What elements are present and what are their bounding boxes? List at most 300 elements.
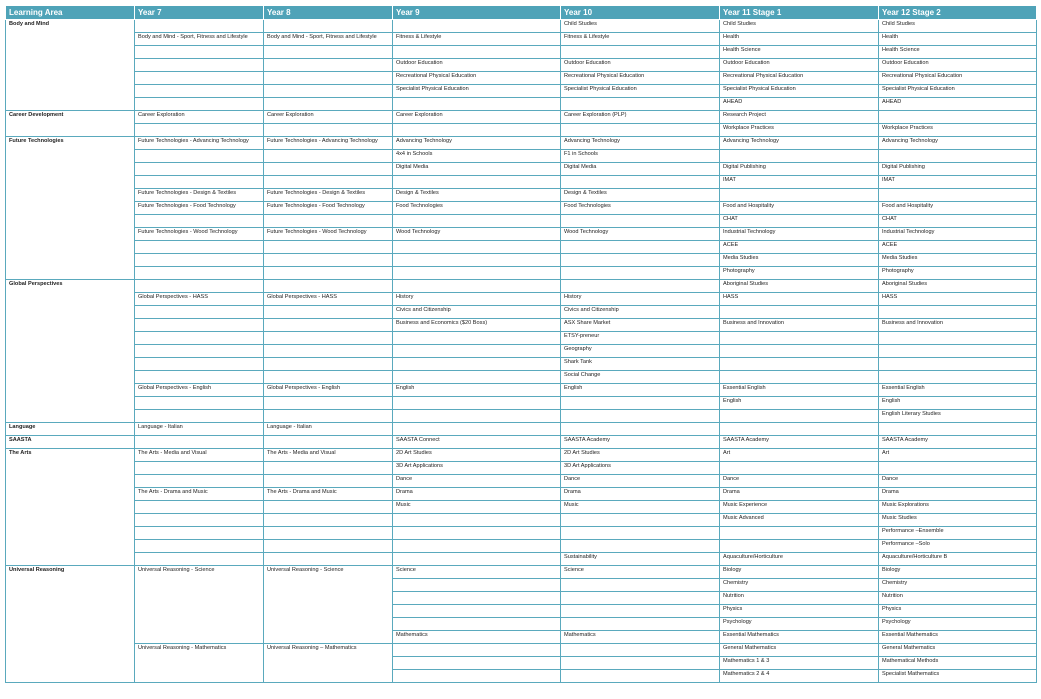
year12-cell bbox=[879, 306, 1037, 319]
learning-area-cell: Global Perspectives bbox=[6, 280, 135, 423]
year8-cell bbox=[264, 280, 393, 293]
year11-cell: Nutrition bbox=[720, 592, 879, 605]
table-row bbox=[6, 566, 1037, 579]
year8-cell bbox=[264, 410, 393, 423]
year7-cell: Universal Reasoning - Mathematics bbox=[135, 644, 264, 683]
year9-cell bbox=[393, 215, 561, 228]
year11-cell: Mathematics 1 & 3 bbox=[720, 657, 879, 670]
year11-cell: Industrial Technology bbox=[720, 228, 879, 241]
year9-cell bbox=[393, 241, 561, 254]
year12-cell: ACEE bbox=[879, 241, 1037, 254]
year12-cell: Workplace Practices bbox=[879, 124, 1037, 137]
year7-cell bbox=[135, 462, 264, 475]
year9-cell: 4x4 in Schools bbox=[393, 150, 561, 163]
table-row bbox=[6, 397, 1037, 410]
year9-cell: Fitness & Lifestyle bbox=[393, 33, 561, 46]
table-row bbox=[6, 124, 1037, 137]
year7-cell bbox=[135, 59, 264, 72]
year11-cell: Art bbox=[720, 449, 879, 462]
year8-cell bbox=[264, 59, 393, 72]
year12-cell bbox=[879, 111, 1037, 124]
year11-cell bbox=[720, 540, 879, 553]
table-row bbox=[6, 176, 1037, 189]
year9-cell: Civics and Citizenship bbox=[393, 306, 561, 319]
table-row bbox=[6, 111, 1037, 124]
year12-cell: Business and Innovation bbox=[879, 319, 1037, 332]
year10-cell bbox=[561, 618, 720, 631]
year10-cell bbox=[561, 540, 720, 553]
year7-cell bbox=[135, 540, 264, 553]
year9-cell: Mathematics bbox=[393, 631, 561, 644]
table-row bbox=[6, 501, 1037, 514]
year12-cell: Outdoor Education bbox=[879, 59, 1037, 72]
year8-cell bbox=[264, 332, 393, 345]
year9-cell: 2D Art Studies bbox=[393, 449, 561, 462]
year7-cell bbox=[135, 215, 264, 228]
year9-cell bbox=[393, 527, 561, 540]
year7-cell: Future Technologies - Advancing Technology bbox=[135, 137, 264, 150]
year10-cell bbox=[561, 579, 720, 592]
year9-cell bbox=[393, 332, 561, 345]
year9-cell bbox=[393, 605, 561, 618]
year9-cell: Music bbox=[393, 501, 561, 514]
year10-cell: Music bbox=[561, 501, 720, 514]
year11-cell: Health bbox=[720, 33, 879, 46]
year8-cell: Universal Reasoning – Mathematics bbox=[264, 644, 393, 683]
year12-cell bbox=[879, 371, 1037, 384]
year11-cell: IMAT bbox=[720, 176, 879, 189]
year8-cell bbox=[264, 306, 393, 319]
year12-cell: Aboriginal Studies bbox=[879, 280, 1037, 293]
year10-cell bbox=[561, 657, 720, 670]
year11-cell bbox=[720, 371, 879, 384]
year11-cell: Digital Publishing bbox=[720, 163, 879, 176]
year9-cell bbox=[393, 345, 561, 358]
year8-cell: Future Technologies - Design & Textiles bbox=[264, 189, 393, 202]
table-row bbox=[6, 163, 1037, 176]
table-row bbox=[6, 46, 1037, 59]
year10-cell: F1 in Schools bbox=[561, 150, 720, 163]
table-row bbox=[6, 98, 1037, 111]
year10-cell bbox=[561, 527, 720, 540]
year11-cell: Psychology bbox=[720, 618, 879, 631]
year12-cell: Health bbox=[879, 33, 1037, 46]
year8-cell: Language - Italian bbox=[264, 423, 393, 436]
year9-cell bbox=[393, 20, 561, 33]
year10-cell bbox=[561, 98, 720, 111]
year9-cell bbox=[393, 618, 561, 631]
year9-cell: Specialist Physical Education bbox=[393, 85, 561, 98]
year11-cell: CHAT bbox=[720, 215, 879, 228]
year7-cell bbox=[135, 358, 264, 371]
year8-cell bbox=[264, 98, 393, 111]
year12-cell: Biology bbox=[879, 566, 1037, 579]
year8-cell bbox=[264, 540, 393, 553]
curriculum-table-container bbox=[5, 5, 1036, 683]
year10-cell: Recreational Physical Education bbox=[561, 72, 720, 85]
table-row bbox=[6, 462, 1037, 475]
table-row bbox=[6, 436, 1037, 449]
year11-cell: Advancing Technology bbox=[720, 137, 879, 150]
year8-cell: The Arts - Media and Visual bbox=[264, 449, 393, 462]
year9-cell: 3D Art Applications bbox=[393, 462, 561, 475]
table-row bbox=[6, 527, 1037, 540]
year10-cell: Mathematics bbox=[561, 631, 720, 644]
year12-cell: Food and Hospitality bbox=[879, 202, 1037, 215]
year11-cell: Drama bbox=[720, 488, 879, 501]
year8-cell: Future Technologies - Wood Technology bbox=[264, 228, 393, 241]
learning-area-cell: The Arts bbox=[6, 449, 135, 566]
year12-cell: Advancing Technology bbox=[879, 137, 1037, 150]
year8-cell: Global Perspectives - HASS bbox=[264, 293, 393, 306]
year9-cell: Career Exploration bbox=[393, 111, 561, 124]
year12-cell: Chemistry bbox=[879, 579, 1037, 592]
year10-cell: Civics and Citizenship bbox=[561, 306, 720, 319]
year9-cell: History bbox=[393, 293, 561, 306]
year9-cell bbox=[393, 124, 561, 137]
table-row bbox=[6, 137, 1037, 150]
year12-cell: Digital Publishing bbox=[879, 163, 1037, 176]
year12-cell bbox=[879, 462, 1037, 475]
year10-cell bbox=[561, 46, 720, 59]
year12-cell: Specialist Mathematics bbox=[879, 670, 1037, 683]
year8-cell: Global Perspectives - English bbox=[264, 384, 393, 397]
year8-cell bbox=[264, 319, 393, 332]
year11-cell: Recreational Physical Education bbox=[720, 72, 879, 85]
year11-cell: Essential Mathematics bbox=[720, 631, 879, 644]
year11-cell bbox=[720, 189, 879, 202]
table-row bbox=[6, 332, 1037, 345]
year12-cell: Essential English bbox=[879, 384, 1037, 397]
year11-cell: Research Project bbox=[720, 111, 879, 124]
year8-cell: Universal Reasoning - Science bbox=[264, 566, 393, 644]
year9-cell bbox=[393, 254, 561, 267]
year11-cell: Biology bbox=[720, 566, 879, 579]
year12-cell: Drama bbox=[879, 488, 1037, 501]
year8-cell: Career Exploration bbox=[264, 111, 393, 124]
table-row bbox=[6, 345, 1037, 358]
table-row bbox=[6, 384, 1037, 397]
year7-cell: Career Exploration bbox=[135, 111, 264, 124]
year11-cell bbox=[720, 410, 879, 423]
year12-cell: English bbox=[879, 397, 1037, 410]
year11-cell: ACEE bbox=[720, 241, 879, 254]
year8-cell bbox=[264, 397, 393, 410]
table-row bbox=[6, 85, 1037, 98]
table-row bbox=[6, 475, 1037, 488]
year11-cell bbox=[720, 462, 879, 475]
year12-cell: Physics bbox=[879, 605, 1037, 618]
year10-cell: 3D Art Applications bbox=[561, 462, 720, 475]
year10-cell: Dance bbox=[561, 475, 720, 488]
year12-cell bbox=[879, 345, 1037, 358]
year10-cell: Design & Textiles bbox=[561, 189, 720, 202]
year12-cell bbox=[879, 150, 1037, 163]
year7-cell bbox=[135, 267, 264, 280]
table-row bbox=[6, 371, 1037, 384]
year10-cell bbox=[561, 670, 720, 683]
year10-cell bbox=[561, 215, 720, 228]
year7-cell: Future Technologies - Food Technology bbox=[135, 202, 264, 215]
year10-cell: Advancing Technology bbox=[561, 137, 720, 150]
year7-cell bbox=[135, 241, 264, 254]
table-row bbox=[6, 540, 1037, 553]
year10-cell bbox=[561, 397, 720, 410]
year11-cell: HASS bbox=[720, 293, 879, 306]
year12-cell: Photography bbox=[879, 267, 1037, 280]
year9-cell bbox=[393, 670, 561, 683]
table-row bbox=[6, 215, 1037, 228]
year7-cell bbox=[135, 150, 264, 163]
year7-cell bbox=[135, 163, 264, 176]
year7-cell: The Arts - Media and Visual bbox=[135, 449, 264, 462]
learning-area-cell: Future Technologies bbox=[6, 137, 135, 280]
year8-cell bbox=[264, 72, 393, 85]
year9-cell bbox=[393, 579, 561, 592]
year8-cell bbox=[264, 345, 393, 358]
table-row bbox=[6, 514, 1037, 527]
year9-cell bbox=[393, 644, 561, 657]
year12-cell: Mathematical Methods bbox=[879, 657, 1037, 670]
year8-cell bbox=[264, 267, 393, 280]
year7-cell bbox=[135, 397, 264, 410]
year11-cell bbox=[720, 306, 879, 319]
year7-cell bbox=[135, 319, 264, 332]
year10-cell: English bbox=[561, 384, 720, 397]
year9-cell bbox=[393, 423, 561, 436]
table-row bbox=[6, 306, 1037, 319]
year10-cell: Sustainability bbox=[561, 553, 720, 566]
year9-cell bbox=[393, 358, 561, 371]
year10-cell bbox=[561, 241, 720, 254]
year9-cell: Food Technologies bbox=[393, 202, 561, 215]
year11-cell: Music Advanced bbox=[720, 514, 879, 527]
year10-cell: Social Change bbox=[561, 371, 720, 384]
year8-cell bbox=[264, 371, 393, 384]
year7-cell bbox=[135, 501, 264, 514]
year7-cell: Universal Reasoning - Science bbox=[135, 566, 264, 644]
year8-cell: Body and Mind - Sport, Fitness and Lifestyle bbox=[264, 33, 393, 46]
year7-cell bbox=[135, 254, 264, 267]
table-row bbox=[6, 319, 1037, 332]
year11-cell: Specialist Physical Education bbox=[720, 85, 879, 98]
year11-cell: English bbox=[720, 397, 879, 410]
year12-cell: General Mathematics bbox=[879, 644, 1037, 657]
year8-cell bbox=[264, 46, 393, 59]
year9-cell: Outdoor Education bbox=[393, 59, 561, 72]
table-row bbox=[6, 150, 1037, 163]
year9-cell bbox=[393, 267, 561, 280]
learning-area-cell: Language bbox=[6, 423, 135, 436]
table-row bbox=[6, 20, 1037, 33]
year8-cell bbox=[264, 527, 393, 540]
year9-cell bbox=[393, 98, 561, 111]
year10-cell: Career Exploration (PLP) bbox=[561, 111, 720, 124]
year11-cell: Business and Innovation bbox=[720, 319, 879, 332]
year9-cell bbox=[393, 514, 561, 527]
year12-cell: IMAT bbox=[879, 176, 1037, 189]
table-row bbox=[6, 189, 1037, 202]
year12-cell: Psychology bbox=[879, 618, 1037, 631]
table-row bbox=[6, 59, 1037, 72]
year9-cell: Digital Media bbox=[393, 163, 561, 176]
year8-cell bbox=[264, 501, 393, 514]
year10-cell: Shark Tank bbox=[561, 358, 720, 371]
year11-cell: Essential English bbox=[720, 384, 879, 397]
year9-cell bbox=[393, 540, 561, 553]
table-row bbox=[6, 410, 1037, 423]
year7-cell: Global Perspectives - HASS bbox=[135, 293, 264, 306]
learning-area-cell: SAASTA bbox=[6, 436, 135, 449]
year10-cell: Science bbox=[561, 566, 720, 579]
year12-cell: CHAT bbox=[879, 215, 1037, 228]
year7-cell bbox=[135, 514, 264, 527]
year12-cell bbox=[879, 189, 1037, 202]
year9-cell: Business and Economics ($20 Boss) bbox=[393, 319, 561, 332]
year12-cell: Child Studies bbox=[879, 20, 1037, 33]
year8-cell bbox=[264, 150, 393, 163]
year11-cell: Health Science bbox=[720, 46, 879, 59]
table-row bbox=[6, 488, 1037, 501]
year9-cell bbox=[393, 176, 561, 189]
year10-cell bbox=[561, 124, 720, 137]
year10-cell bbox=[561, 605, 720, 618]
year11-cell: SAASTA Academy bbox=[720, 436, 879, 449]
year11-cell: Aboriginal Studies bbox=[720, 280, 879, 293]
year8-cell bbox=[264, 163, 393, 176]
year7-cell bbox=[135, 436, 264, 449]
year9-cell bbox=[393, 371, 561, 384]
year9-cell bbox=[393, 553, 561, 566]
year9-cell bbox=[393, 397, 561, 410]
year10-cell bbox=[561, 514, 720, 527]
header-year-12: Year 12 Stage 2 bbox=[879, 6, 1037, 20]
table-row bbox=[6, 254, 1037, 267]
year10-cell: Specialist Physical Education bbox=[561, 85, 720, 98]
year12-cell: Music Explorations bbox=[879, 501, 1037, 514]
year7-cell bbox=[135, 527, 264, 540]
year9-cell: Recreational Physical Education bbox=[393, 72, 561, 85]
year8-cell bbox=[264, 514, 393, 527]
table-row bbox=[6, 280, 1037, 293]
learning-area-cell: Career Development bbox=[6, 111, 135, 137]
year7-cell bbox=[135, 85, 264, 98]
year7-cell bbox=[135, 475, 264, 488]
year8-cell bbox=[264, 20, 393, 33]
learning-area-cell: Universal Reasoning bbox=[6, 566, 135, 683]
year10-cell: Wood Technology bbox=[561, 228, 720, 241]
year8-cell bbox=[264, 85, 393, 98]
year11-cell bbox=[720, 332, 879, 345]
year12-cell: Performance –Solo bbox=[879, 540, 1037, 553]
year10-cell: 2D Art Studies bbox=[561, 449, 720, 462]
year8-cell bbox=[264, 462, 393, 475]
year9-cell: English bbox=[393, 384, 561, 397]
year10-cell bbox=[561, 644, 720, 657]
year7-cell bbox=[135, 20, 264, 33]
year9-cell bbox=[393, 46, 561, 59]
year11-cell: Chemistry bbox=[720, 579, 879, 592]
year11-cell: AHEAD bbox=[720, 98, 879, 111]
table-row bbox=[6, 449, 1037, 462]
year10-cell bbox=[561, 254, 720, 267]
year9-cell: Design & Textiles bbox=[393, 189, 561, 202]
year11-cell: Food and Hospitality bbox=[720, 202, 879, 215]
year10-cell: ETSY-preneur bbox=[561, 332, 720, 345]
year7-cell bbox=[135, 371, 264, 384]
table-row bbox=[6, 72, 1037, 85]
year10-cell: SAASTA Academy bbox=[561, 436, 720, 449]
year9-cell bbox=[393, 280, 561, 293]
header-year-11: Year 11 Stage 1 bbox=[720, 6, 879, 20]
year7-cell: Body and Mind - Sport, Fitness and Lifestyle bbox=[135, 33, 264, 46]
year7-cell: Language - Italian bbox=[135, 423, 264, 436]
year11-cell: Workplace Practices bbox=[720, 124, 879, 137]
year12-cell: Industrial Technology bbox=[879, 228, 1037, 241]
year10-cell bbox=[561, 592, 720, 605]
year12-cell: SAASTA Academy bbox=[879, 436, 1037, 449]
table-row bbox=[6, 33, 1037, 46]
year12-cell: HASS bbox=[879, 293, 1037, 306]
year12-cell: Essential Mathematics bbox=[879, 631, 1037, 644]
year7-cell bbox=[135, 176, 264, 189]
year11-cell: Dance bbox=[720, 475, 879, 488]
year8-cell bbox=[264, 358, 393, 371]
year12-cell: Nutrition bbox=[879, 592, 1037, 605]
year7-cell bbox=[135, 332, 264, 345]
year8-cell bbox=[264, 475, 393, 488]
year11-cell: Aquaculture/Horticulture bbox=[720, 553, 879, 566]
year7-cell bbox=[135, 98, 264, 111]
year10-cell: Outdoor Education bbox=[561, 59, 720, 72]
year12-cell bbox=[879, 332, 1037, 345]
year9-cell bbox=[393, 410, 561, 423]
year10-cell: Digital Media bbox=[561, 163, 720, 176]
table-row bbox=[6, 228, 1037, 241]
year10-cell: Food Technologies bbox=[561, 202, 720, 215]
year12-cell: AHEAD bbox=[879, 98, 1037, 111]
year10-cell: Fitness & Lifestyle bbox=[561, 33, 720, 46]
year7-cell bbox=[135, 280, 264, 293]
year11-cell: Outdoor Education bbox=[720, 59, 879, 72]
year12-cell: Recreational Physical Education bbox=[879, 72, 1037, 85]
year11-cell bbox=[720, 150, 879, 163]
year11-cell bbox=[720, 423, 879, 436]
year12-cell: Dance bbox=[879, 475, 1037, 488]
header-year-7: Year 7 bbox=[135, 6, 264, 20]
table-header bbox=[6, 6, 1037, 20]
year12-cell: Specialist Physical Education bbox=[879, 85, 1037, 98]
header-row bbox=[6, 6, 1037, 20]
year12-cell: Art bbox=[879, 449, 1037, 462]
year11-cell: General Mathematics bbox=[720, 644, 879, 657]
year8-cell: Future Technologies - Advancing Technology bbox=[264, 137, 393, 150]
table-body bbox=[6, 20, 1037, 683]
year7-cell bbox=[135, 345, 264, 358]
year12-cell: Performance –Ensemble bbox=[879, 527, 1037, 540]
year10-cell bbox=[561, 410, 720, 423]
year7-cell bbox=[135, 72, 264, 85]
year12-cell bbox=[879, 358, 1037, 371]
table-row bbox=[6, 241, 1037, 254]
header-year-8: Year 8 bbox=[264, 6, 393, 20]
year11-cell bbox=[720, 527, 879, 540]
year7-cell: The Arts - Drama and Music bbox=[135, 488, 264, 501]
year8-cell bbox=[264, 436, 393, 449]
year11-cell: Photography bbox=[720, 267, 879, 280]
year12-cell: Music Studies bbox=[879, 514, 1037, 527]
header-learning-area: Learning Area bbox=[6, 6, 135, 20]
